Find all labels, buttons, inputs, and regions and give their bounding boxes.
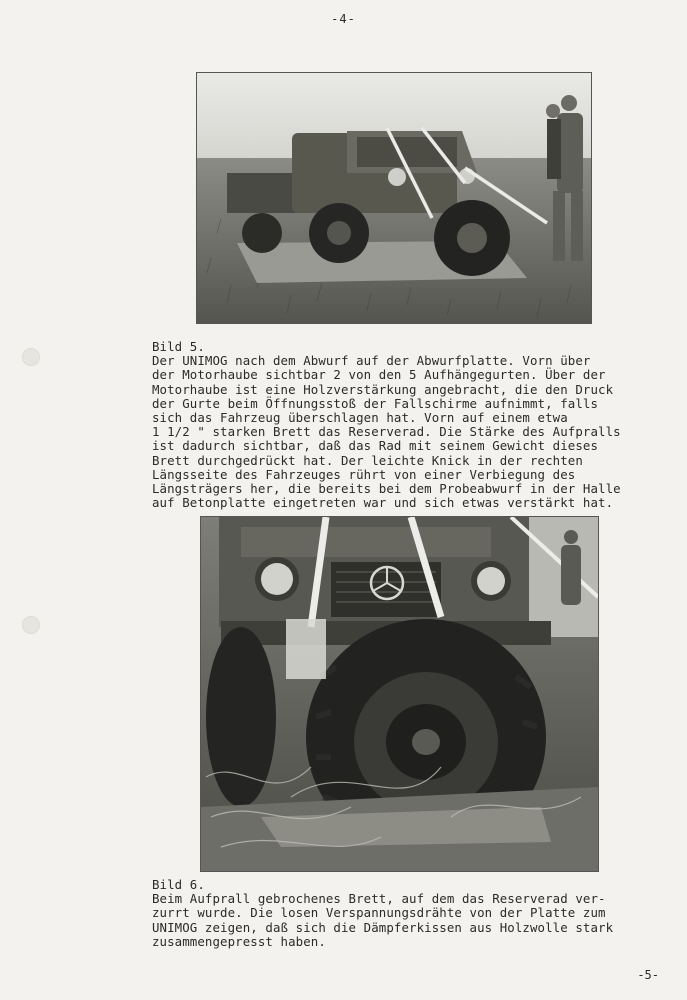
punch-hole: [22, 348, 40, 366]
photo-reserve-wheel-broken-board: [200, 516, 599, 872]
punch-hole: [22, 616, 40, 634]
figure-5-line: der Gurte beim Öffnungsstoß der Fallschirme aufnimmt, falls: [152, 395, 599, 411]
figure-5-line: Brett durchgedrückt hat. Der leichte Knick in der rechten: [152, 452, 583, 468]
figure-6-label: Bild 6.: [152, 877, 205, 892]
photo-unimog-after-drop: [196, 72, 592, 324]
figure-5-line: ist dadurch sichtbar, daß das Rad mit seinem Gewicht dieses: [152, 438, 599, 454]
page-number-bottom: -5-: [637, 968, 659, 982]
photo-reserve-wheel-broken-board-image: [201, 517, 598, 871]
caption-figure-5: [152, 340, 621, 510]
figure-6-line: zurrt wurde. Die losen Verspannungsdrähte von der Platte zum: [152, 905, 606, 921]
figure-5-line: sich das Fahrzeug überschlagen hat. Vorn auf einem etwa: [152, 410, 568, 426]
figure-5-line: der Motorhaube sichtbar 2 von den 5 Aufhängegurten. Über der: [152, 367, 606, 383]
figure-6-line: UNIMOG zeigen, daß sich die Dämpferkissen aus Holzwolle stark: [152, 919, 614, 935]
figure-5-line: Motorhaube ist eine Holzverstärkung angebracht, die den Druck: [152, 381, 614, 397]
figure-6-line: zusammengepresst haben.: [152, 933, 326, 949]
figure-5-label: Bild 5.: [152, 339, 205, 354]
figure-5-line: Der UNIMOG nach dem Abwurf auf der Abwurfplatte. Vorn über: [152, 353, 591, 369]
figure-5-line: 1 1/2 " starken Brett das Reserverad. Die Stärke des Aufpralls: [152, 424, 621, 440]
figure-5-line: auf Betonplatte eingetreten war und sich etwas verstärkt hat.: [152, 495, 614, 511]
figure-5-line: Längsträgers her, die bereits bei dem Probeabwurf in der Halle: [152, 481, 621, 497]
photo-unimog-after-drop-image: [197, 73, 591, 323]
figure-5-line: Längsseite des Fahrzeuges rührt von einer Verbiegung des: [152, 466, 576, 482]
page-number-top: -4-: [331, 12, 356, 26]
figure-6-line: Beim Aufprall gebrochenes Brett, auf dem das Reserverad ver-: [152, 891, 606, 907]
caption-figure-6: [152, 878, 613, 949]
